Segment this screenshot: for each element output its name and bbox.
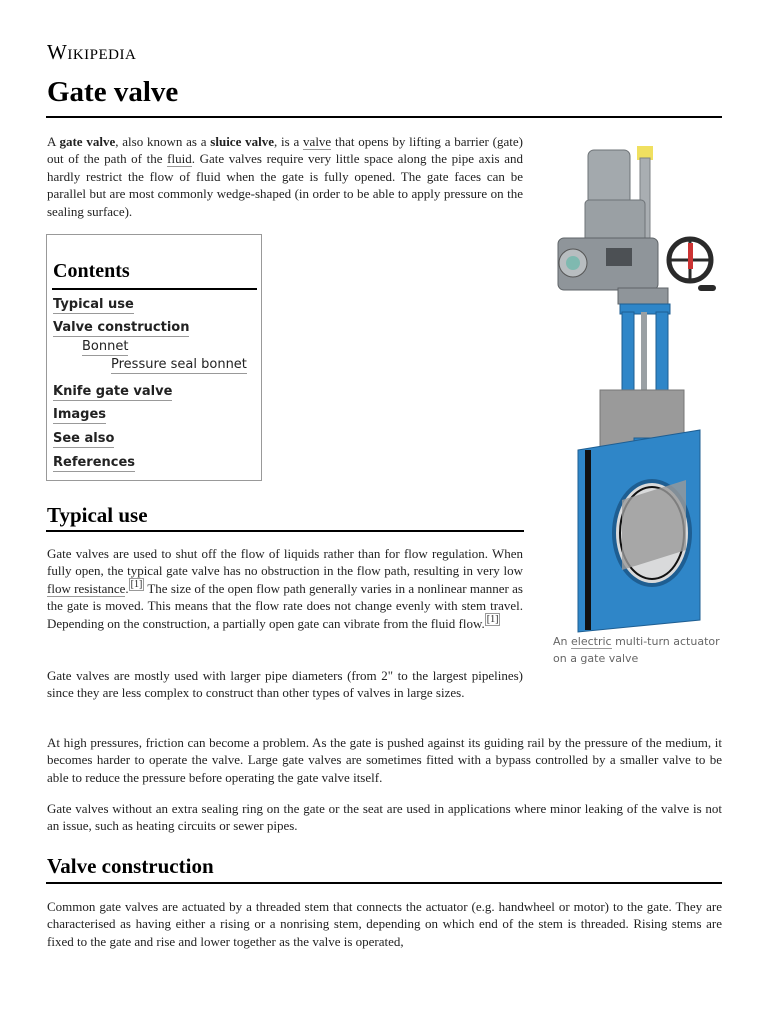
intro-paragraph: A gate valve, also known as a sluice valve, is a valve that opens by lifting a barrier (gate) out of the path of the fluid. Gate valves require very little space along the pipe axis and hardly restrict the flow of fluid when the gate is fully opened. The gate faces can be parallel but are most commonly wedge-shaped (in order to be able to apply pressure on the sealing surface). (47, 134, 523, 219)
wikipedia-wordmark[interactable]: Wikipedia (47, 40, 137, 64)
gate-valve-image[interactable] (540, 140, 730, 640)
heading-divider (46, 530, 524, 532)
handwheel-handle (698, 285, 716, 291)
handwheel-lever (688, 243, 693, 269)
actuator-flange (618, 288, 668, 304)
valve-construction-paragraph-1: Common gate valves are actuated by a threaded stem that connects the actuator (e.g. handwheel or motor) to the gate. They are characterised as having either a rising or a nonrising stem, depending on which end of the stem is threaded. Rising stems are fixed to the gate and rise and lower together as the valve is operated, (47, 899, 722, 949)
toc-item-see-also[interactable]: See also (53, 431, 115, 446)
indicator-window (566, 256, 580, 270)
heading-typical-use: Typical use (47, 503, 148, 527)
toc-item-valve-construction[interactable]: Valve construction (53, 320, 190, 335)
link-flow-resistance[interactable]: flow resistance (47, 580, 126, 596)
toc-item-knife-gate-valve[interactable]: Knife gate valve (53, 384, 173, 399)
toc-item-images[interactable]: Images (53, 407, 107, 422)
toc-item-references[interactable]: References (53, 455, 136, 470)
page-title: Gate valve (47, 76, 179, 108)
term-gate-valve: gate valve (59, 134, 116, 149)
typical-use-paragraph-1: Gate valves are used to shut off the flow of liquids rather than for flow regulation. When fully open, the typical gate valve has no obstruction in the flow path, resulting in very low flow resistance. [1] The size of the open flow path generally varies in a nonlinear manner as the gate is moved. This means that the flow rate does not change evenly with stem travel. Depending on the construction, a partially open gate can vibrate from the fluid flow. [1] (47, 546, 523, 631)
toc-item-pressure-seal-bonnet[interactable]: Pressure seal bonnet (111, 357, 247, 372)
actuator-motor (588, 150, 630, 205)
table-of-contents (46, 234, 262, 481)
heading-divider (46, 882, 722, 884)
body-seal (585, 450, 591, 630)
link-valve[interactable]: valve (303, 134, 332, 149)
typical-use-paragraph-4: Gate valves without an extra sealing ring on the gate or the seat are used in applications where minor leaking of the valve is not an issue, such as heating circuits or sewer pipes. (47, 801, 722, 834)
link-fluid[interactable]: fluid (167, 151, 192, 167)
link-electric[interactable]: electric (571, 635, 612, 648)
typical-use-paragraph-2: Gate valves are mostly used with larger pipe diameters (from 2" to the largest pipelines) since they are less complex to construct than other types of valves in large sizes. (47, 668, 523, 701)
actuator-housing (585, 200, 645, 242)
actuator-display (606, 248, 632, 266)
title-divider (46, 116, 722, 118)
term-sluice-valve: sluice valve (210, 134, 275, 149)
reference-1-second[interactable]: [1] (486, 614, 499, 626)
heading-valve-construction: Valve construction (47, 854, 214, 878)
toc-divider (52, 288, 257, 290)
figure-caption: An electric multi-turn actuator on a gate valve (553, 635, 720, 665)
typical-use-paragraph-3: At high pressures, friction can become a problem. As the gate is pushed against its guiding rail by the pressure of the medium, it becomes harder to operate the valve. Large gate valves are sometimes fitted with a bypass controlled by a smaller valve to be able to reduce the pressure before operating the gate valve itself. (47, 735, 722, 785)
reference-1[interactable]: [1] (130, 579, 143, 591)
toc-title: Contents (53, 260, 130, 282)
toc-item-bonnet[interactable]: Bonnet (82, 339, 129, 354)
toc-item-typical-use[interactable]: Typical use (53, 297, 134, 312)
